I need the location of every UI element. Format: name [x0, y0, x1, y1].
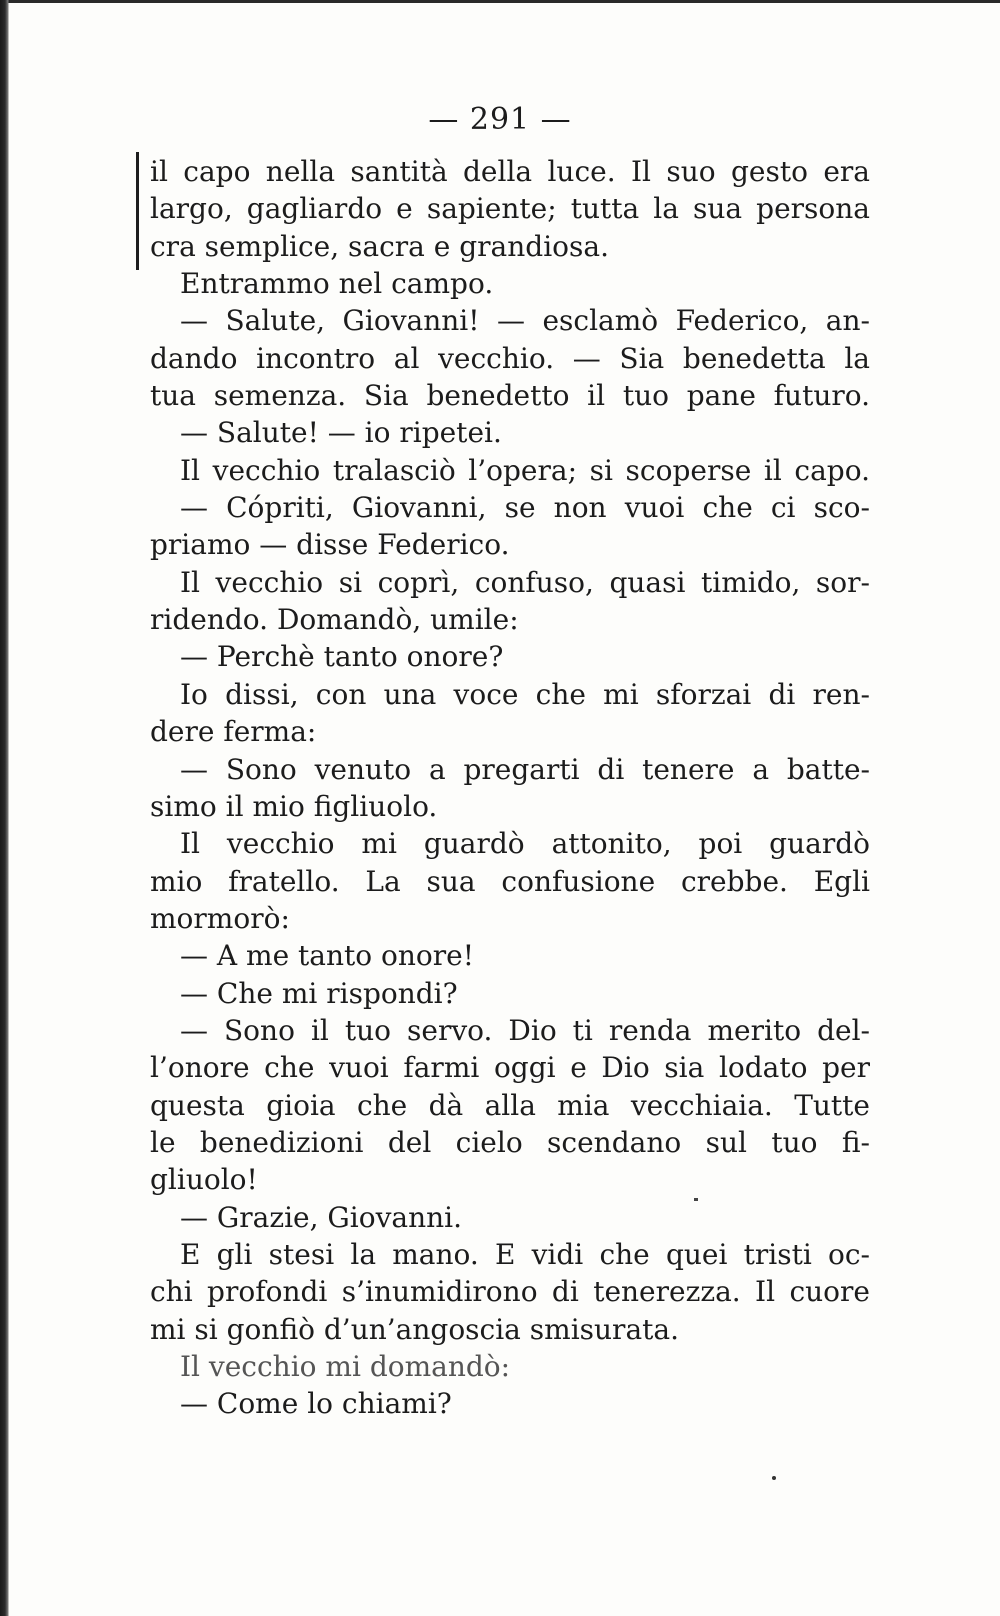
text-line: simo il mio figliuolo. [150, 789, 438, 823]
text-line: — Salute! — io ripetei. [180, 416, 502, 450]
text-line: largo, gagliardo e sapiente; tutta la sua persona [150, 192, 870, 226]
text-line: cra semplice, sacra e grandiosa. [150, 229, 609, 263]
text-line: — Perchè tanto onore? [180, 640, 504, 674]
text-line: — Sono il tuo servo. Dio ti renda merito del- [180, 1013, 870, 1047]
text-line: mi si gonfiò d’un’angoscia smisurata. [150, 1312, 679, 1346]
text-line: mormorò: [150, 901, 290, 935]
text-line: dando incontro al vecchio. — Sia benedetta la [150, 341, 870, 375]
text-line: priamo — disse Federico. [150, 528, 510, 562]
text-line: ridendo. Domandò, umile: [150, 603, 519, 637]
page-number: — 291 — [428, 102, 572, 137]
text-line: — Grazie, Giovanni. [180, 1200, 463, 1234]
text-line: Il vecchio mi guardò attonito, poi guardò [180, 827, 870, 861]
text-line: Io dissi, con una voce che mi sforzai di ren- [180, 677, 870, 711]
text-line: — Salute, Giovanni! — esclamò Federico, an- [180, 304, 870, 338]
text-line: dere ferma: [150, 715, 317, 749]
text-line: Il vecchio tralasciò l’opera; si scoperse il capo. [180, 453, 870, 487]
text-line: il capo nella santità della luce. Il suo gesto era [150, 155, 870, 188]
text-line: gliuolo! [150, 1163, 258, 1197]
text-line: Il vecchio mi domandò: [180, 1350, 511, 1383]
text-line: Il vecchio si coprì, confuso, quasi timido, sor- [180, 565, 870, 599]
text-line: — Come lo chiami? [180, 1387, 452, 1421]
text-line: E gli stesi la mano. E vidi che quei tristi oc- [180, 1237, 870, 1271]
scan-top-edge [0, 0, 1000, 3]
ink-speck [772, 1476, 776, 1480]
text-line: — Che mi rispondi? [180, 976, 458, 1010]
text-line: — Cópriti, Giovanni, se non vuoi che ci sco- [180, 491, 870, 525]
text-line: Entrammo nel campo. [180, 267, 494, 301]
text-line: tua semenza. Sia benedetto il tuo pane futuro. [150, 379, 870, 413]
scan-left-edge [0, 0, 9, 1616]
text-line: questa gioia che dà alla mia vecchiaia. Tutte [150, 1088, 870, 1122]
text-line: le benedizioni del cielo scendano sul tuo fi- [150, 1125, 870, 1159]
text-line: mio fratello. La sua confusione crebbe. Egli [150, 864, 870, 898]
margin-mark [136, 152, 139, 270]
text-line: — Sono venuto a pregarti di tenere a batte- [180, 752, 870, 786]
text-line: chi profondi s’inumidirono di tenerezza. Il cuore [150, 1275, 870, 1309]
body-text [150, 153, 870, 1423]
text-line: — A me tanto onore! [180, 939, 474, 973]
text-line: l’onore che vuoi farmi oggi e Dio sia lodato per [150, 1051, 870, 1085]
